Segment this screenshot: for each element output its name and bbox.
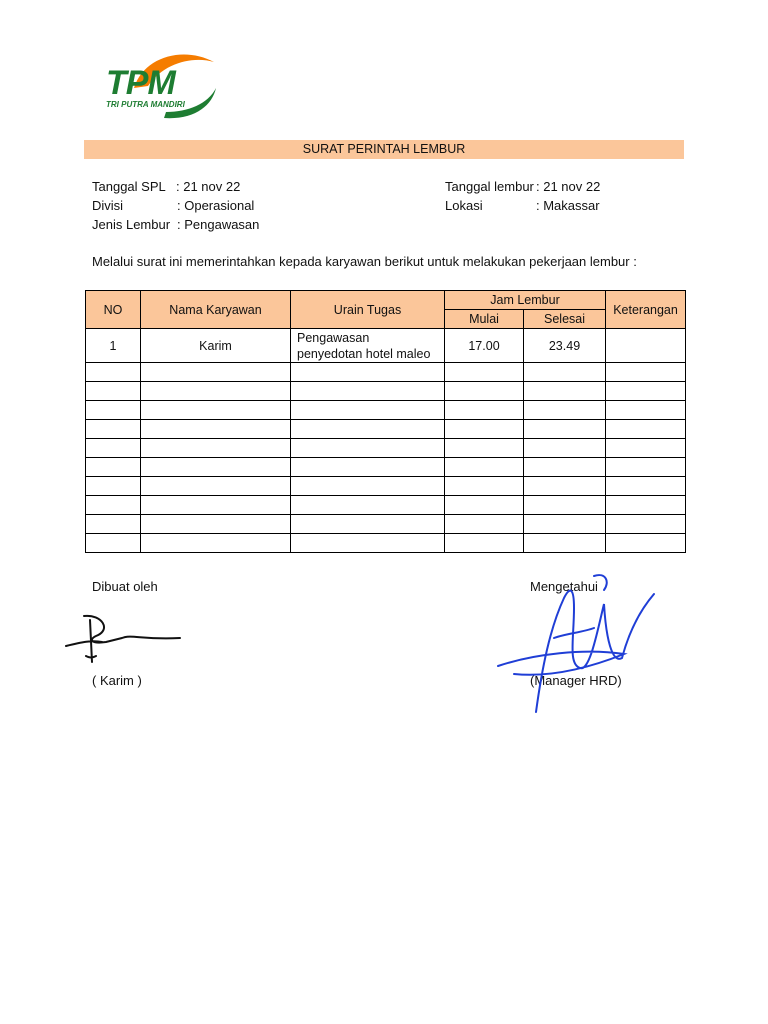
empty-row <box>86 458 686 477</box>
table-header-row <box>86 291 686 310</box>
right-signature-caption: Mengetahui <box>530 579 598 594</box>
left-signature-name: ( Karim ) <box>92 673 142 688</box>
jenis-lembur-value: : Pengawasan <box>177 217 260 232</box>
table-row <box>86 329 686 363</box>
logo-initials: TPM <box>106 64 175 102</box>
logo-company-name: TRI PUTRA MANDIRI <box>106 100 185 109</box>
cell-keterangan <box>606 329 686 363</box>
info-tanggal-lembur <box>445 177 600 196</box>
empty-row <box>86 515 686 534</box>
info-tanggal-spl <box>92 177 240 196</box>
task-line-1: Pengawasan <box>297 330 370 345</box>
header-nama: Nama Karyawan <box>141 291 291 329</box>
empty-row <box>86 496 686 515</box>
empty-row <box>86 420 686 439</box>
left-signature-caption: Dibuat oleh <box>92 579 158 594</box>
tanggal-spl-value: : 21 nov 22 <box>176 179 241 194</box>
header-no: NO <box>86 291 141 329</box>
empty-row <box>86 382 686 401</box>
document-title: SURAT PERINTAH LEMBUR <box>84 140 684 159</box>
divisi-label: Divisi <box>92 198 124 213</box>
info-divisi <box>92 196 254 215</box>
header-mulai: Mulai <box>445 310 524 329</box>
lokasi-value: : Makassar <box>536 198 600 213</box>
cell-selesai: 23.49 <box>524 329 606 363</box>
info-lokasi <box>445 196 600 215</box>
tanggal-lembur-value: : 21 nov 22 <box>536 179 601 194</box>
cell-mulai: 17.00 <box>445 329 524 363</box>
intro-text: Melalui surat ini memerintahkan kepada karyawan berikut untuk melakukan pekerjaan lembur : <box>92 254 637 269</box>
task-line-2: penyedotan hotel maleo <box>297 346 431 361</box>
tanggal-spl-label: Tanggal SPL <box>92 179 166 194</box>
tpm-logo <box>104 48 220 124</box>
header-urain: Urain Tugas <box>291 291 445 329</box>
cell-nama: Karim <box>141 329 291 363</box>
divisi-value: : Operasional <box>177 198 255 213</box>
empty-row <box>86 439 686 458</box>
cell-no: 1 <box>86 329 141 363</box>
info-jenis-lembur <box>92 215 259 234</box>
header-selesai: Selesai <box>524 310 606 329</box>
header-jam-lembur: Jam Lembur <box>445 291 606 310</box>
empty-row <box>86 401 686 420</box>
left-signature <box>62 612 184 672</box>
empty-row <box>86 534 686 553</box>
cell-urain <box>291 329 445 363</box>
empty-row <box>86 363 686 382</box>
lokasi-label: Lokasi <box>445 198 483 213</box>
right-signature-name: (Manager HRD) <box>530 673 622 688</box>
right-signature <box>494 568 658 716</box>
overtime-table <box>85 290 686 553</box>
header-keterangan: Keterangan <box>606 291 686 329</box>
tanggal-lembur-label: Tanggal lembur <box>445 179 534 194</box>
empty-row <box>86 477 686 496</box>
jenis-lembur-label: Jenis Lembur <box>92 217 171 232</box>
